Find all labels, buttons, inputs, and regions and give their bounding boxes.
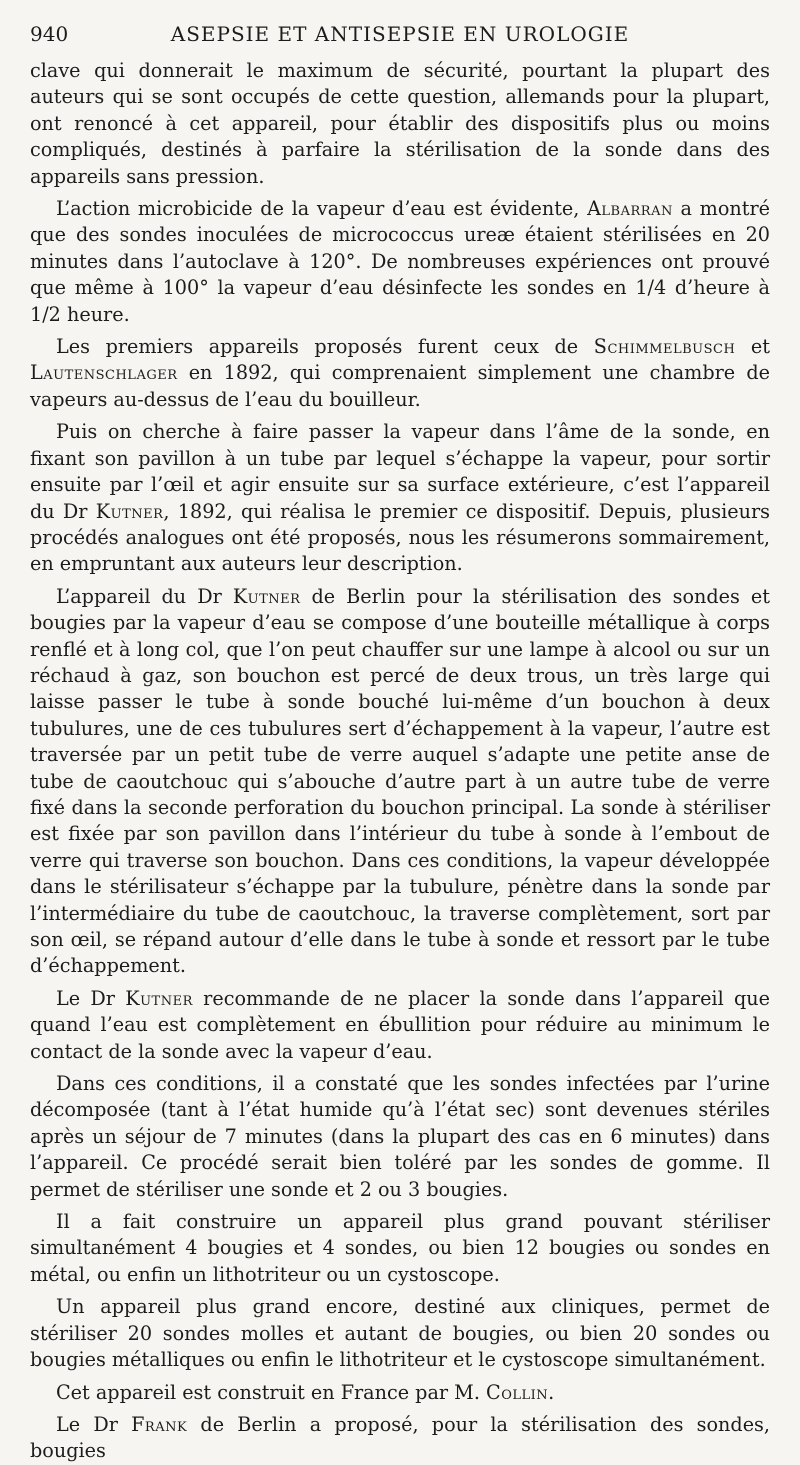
text-run: a montré que des sondes inoculées de micrococcus ureæ étaient stérilisées en 20 minutes dans l’autoclave à 120°. De nombreuses expériences ont prouvé que même à 100° la vapeur d’eau désinfecte les sondes en 1/4 d’heure à 1/2 heure. [30,197,771,326]
author-name: Lautenschlager [30,361,178,385]
paragraph [30,1209,770,1288]
paragraph [30,986,770,1065]
text-run: Les premiers appareils proposés furent ceux de [56,335,594,359]
text-run: recommande de ne placer la sonde dans l’appareil que quand l’eau est complètement en ébullition pour réduire au minimum le contact de la sonde avec la vapeur d’eau. [30,986,770,1063]
text-run: de Berlin a proposé, pour la stérilisation des sondes, bougies [30,1412,770,1463]
author-name: Collin [486,1380,549,1404]
page-number: 940 [30,22,69,46]
text-run: . [548,1380,555,1404]
text-run: L’action microbicide de la vapeur d’eau est évidente, [56,197,588,221]
paragraph [30,584,770,980]
text-run: Cet appareil est construit en France par M. [56,1380,487,1404]
paragraph [30,1294,770,1373]
author-name: Schimmelbusch [593,335,736,359]
text-run: Un appareil plus grand encore, destiné aux cliniques, permet de stériliser 20 sondes molles et autant de bougies, ou bien 20 sondes ou bougies métalliques ou enfin le lithotriteur et le cystoscope simultanément. [30,1295,770,1372]
text-run: , 1892, qui réalisa le premier ce dispositif. Depuis, plusieurs procédés analogues ont été proposés, nous les résumerons sommairement, en empruntant aux auteurs leur description. [30,499,770,576]
paragraph [30,1071,770,1203]
text-run: Il a fait construire un appareil plus grand pouvant stériliser simultanément 4 bougies et 4 sondes, ou bien 12 bougies ou sondes en métal, ou enfin un lithotriteur ou un cystoscope. [30,1210,770,1286]
paragraph [30,419,770,577]
paragraph [30,196,770,328]
body-text [30,58,770,1465]
page-header [30,22,770,58]
author-name: Frank [131,1412,188,1436]
running-head: ASEPSIE ET ANTISEPSIE EN UROLOGIE [170,22,630,46]
text-run: Le Dr [56,986,126,1010]
text-run: Puis on cherche à faire passer la vapeur dans l’âme de la sonde, en fixant son pavillon à un tube par lequel s’échappe la vapeur, pour sortir ensuite par l’œil et agir ensuite sur sa surface extérieure, c’est l’appareil du Dr [30,420,770,523]
paragraph [30,1412,770,1465]
author-name: Kutner [95,499,164,523]
paragraph [30,334,770,413]
text-run: Dans ces conditions, il a constaté que les sondes infectées par l’urine décomposée (tant à l’état humide qu’à l’état sec) sont devenues stériles après un séjour de 7 minutes (dans la plupart des cas en 6 minutes) dans l’appareil. Ce procédé serait bien toléré par les sondes de gomme. Il permet de stériliser une sonde et 2 ou 3 bougies. [30,1072,770,1201]
text-run: et [735,335,771,359]
author-name: Albarran [587,197,673,221]
paragraph [30,1380,770,1406]
author-name: Kutner [125,986,193,1010]
author-name: Kutner [232,584,301,608]
text-run: L’appareil du Dr [56,584,233,608]
text-run: clave qui donnerait le maximum de sécurité, pourtant la plupart des auteurs qui se sont occupés de cette question, allemands pour la plupart, ont renoncé à cet appareil, pour établir des dispositifs plus ou moins compliqués, destinés à parfaire la stérilisation de la sonde dans des appareils sans pression. [30,59,770,188]
text-run: de Berlin pour la stérilisation des sondes et bougies par la vapeur d’eau se compose d’une bouteille métallique à corps renflé et à long col, que l’on peut chauffer sur une lampe à alcool ou sur un réchaud à gaz, son bouchon est percé de deux trous, un très large qui laisse passer le tube à sonde bouché lui-même d’un bouchon à deux tubulures, une de ces tubulures sert d’échappement à la vapeur, l’autre est traversée par un petit tube de verre auquel s’adapte une petite anse de tube de caoutchouc qui s’abouche d’autre part à un autre tube de verre fixé dans la seconde perforation du bouchon principal. La sonde à stériliser est fixée par son pavillon dans l’intérieur du tube à sonde à l’embout de verre qui traverse son bouchon. Dans ces conditions, la vapeur développée dans le stérilisateur s’échappe par la tubulure, pénètre dans la sonde par l’intermédiaire du tube de caoutchouc, la traverse complètement, sort par son œil, se répand autour d’elle dans le tube à sonde et ressort par le tube d’échappement. [30,584,770,978]
text-run: en 1892, qui comprenaient simplement une chambre de vapeurs au-dessus de l’eau du bouilleur. [30,361,770,411]
text-run: Le Dr [56,1412,132,1436]
paragraph [30,58,770,190]
